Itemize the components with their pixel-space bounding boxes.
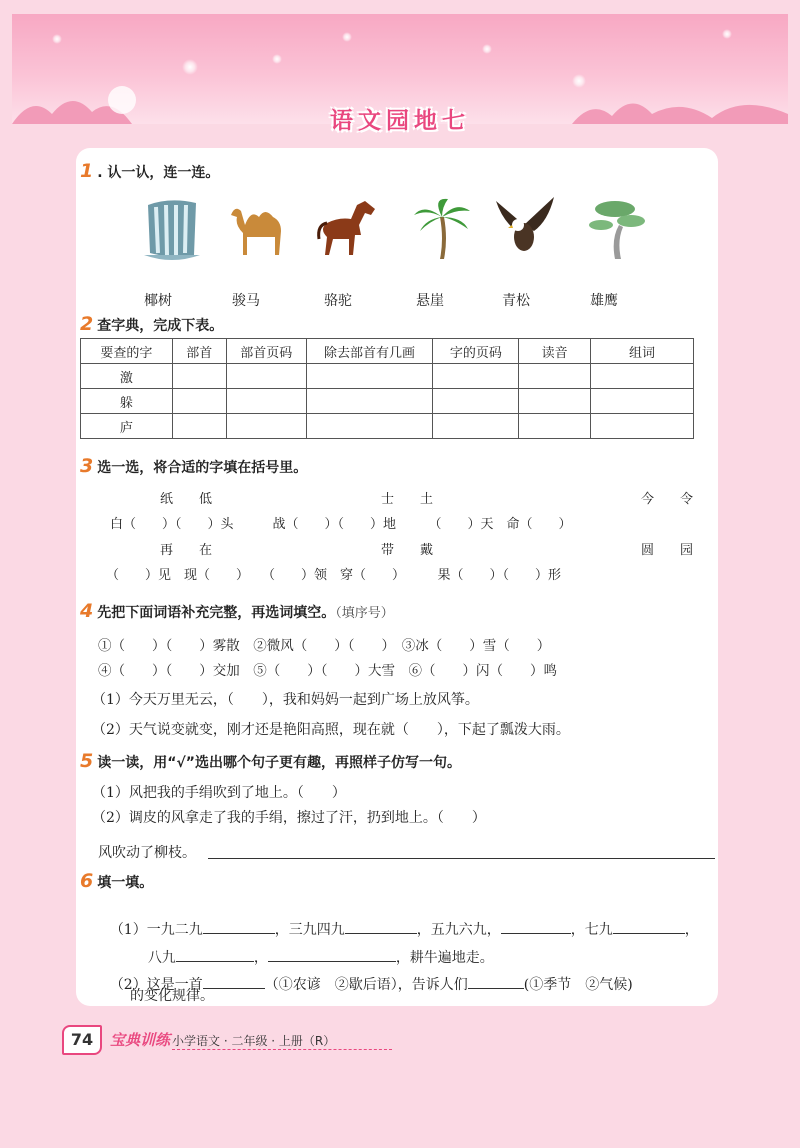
answer-cell[interactable] bbox=[519, 389, 591, 414]
rhyme-text: (①季节 ②气候) bbox=[523, 977, 633, 993]
rhyme-text: ，七九 bbox=[570, 922, 613, 938]
rhyme-text: 八九 bbox=[147, 950, 176, 966]
question-number: 2 bbox=[80, 313, 94, 335]
question-6-heading bbox=[80, 870, 153, 892]
character-cell: 躲 bbox=[81, 389, 173, 414]
answer-cell[interactable] bbox=[172, 389, 226, 414]
footer-divider bbox=[172, 1049, 392, 1050]
palm-tree-icon bbox=[410, 195, 474, 261]
character-cell: 庐 bbox=[81, 414, 173, 439]
rhyme-text: ， bbox=[684, 922, 699, 938]
horse-icon bbox=[315, 195, 379, 261]
character-choice-line: 纸 低 士 土 今 令 bbox=[160, 492, 694, 507]
answer-cell[interactable] bbox=[226, 364, 306, 389]
table-header-row bbox=[81, 339, 694, 364]
question-number: 4 bbox=[80, 600, 94, 622]
column-header: 组词 bbox=[591, 339, 694, 364]
word-label: 骆驼 bbox=[324, 293, 352, 309]
blank-field[interactable] bbox=[501, 920, 571, 934]
pine-tree-icon bbox=[585, 195, 649, 261]
answer-cell[interactable] bbox=[306, 389, 433, 414]
answer-cell[interactable] bbox=[519, 364, 591, 389]
waterfall-icon bbox=[140, 195, 204, 261]
book-title: 小学语文 · 二年级 · 上册（R） bbox=[172, 1034, 336, 1048]
word-label: 悬崖 bbox=[416, 293, 444, 309]
rhyme-text: （①农谚 ②歇后语），告诉人们 bbox=[264, 977, 468, 993]
question-text: . 认一认，连一连。 bbox=[97, 165, 220, 181]
question-1-heading bbox=[80, 160, 219, 182]
word-label: 青松 bbox=[502, 293, 530, 309]
example-sentence: 风吹动了柳枝。 bbox=[98, 845, 196, 861]
question-3-heading bbox=[80, 455, 307, 477]
rhyme-text: ，五九六九， bbox=[416, 922, 501, 938]
answer-cell[interactable] bbox=[172, 364, 226, 389]
table-row bbox=[81, 414, 694, 439]
column-header: 除去部首有几画 bbox=[306, 339, 433, 364]
word-label: 骏马 bbox=[232, 293, 260, 309]
column-header: 要查的字 bbox=[81, 339, 173, 364]
fill-in-line[interactable]: （ ）见 现（ ） （ ）领 穿（ ） 果（ ）（ ）形 bbox=[106, 568, 562, 583]
sparkle-icon bbox=[342, 32, 352, 42]
writing-line[interactable] bbox=[208, 858, 715, 859]
answer-cell[interactable] bbox=[226, 389, 306, 414]
column-header: 部首页码 bbox=[226, 339, 306, 364]
sparkle-icon bbox=[482, 44, 492, 54]
sentence-option[interactable]: （1）风把我的手绢吹到了地上。（ ） bbox=[92, 785, 346, 801]
rhyme-text: （1）一九二九 bbox=[109, 922, 203, 938]
blank-field[interactable] bbox=[613, 920, 685, 934]
answer-cell[interactable] bbox=[433, 414, 519, 439]
question-text: 填一填。 bbox=[97, 875, 154, 891]
question-text: 先把下面词语补充完整，再选词填空。 bbox=[97, 605, 336, 621]
sparkle-icon bbox=[722, 29, 732, 39]
table-row bbox=[81, 389, 694, 414]
choice-fill-line-end: 的变化规律。 bbox=[130, 988, 214, 1004]
question-number: 5 bbox=[80, 750, 94, 772]
answer-cell[interactable] bbox=[226, 414, 306, 439]
rhyme-text: ，三九四九 bbox=[274, 922, 345, 938]
blank-field[interactable] bbox=[468, 975, 524, 989]
answer-cell[interactable] bbox=[591, 364, 694, 389]
answer-cell[interactable] bbox=[591, 389, 694, 414]
answer-cell[interactable] bbox=[433, 364, 519, 389]
column-header: 字的页码 bbox=[433, 339, 519, 364]
sentence-option[interactable]: （2）调皮的风拿走了我的手绢，擦过了汗，扔到地上。（ ） bbox=[92, 810, 486, 826]
question-note: （填序号） bbox=[335, 606, 394, 621]
table-row bbox=[81, 364, 694, 389]
column-header: 读音 bbox=[519, 339, 591, 364]
word-label: 椰树 bbox=[144, 293, 172, 309]
page-number: 74 bbox=[62, 1025, 102, 1055]
answer-cell[interactable] bbox=[172, 414, 226, 439]
answer-cell[interactable] bbox=[306, 414, 433, 439]
question-4-heading bbox=[80, 600, 394, 622]
camel-icon bbox=[225, 195, 289, 261]
question-text: 读一读，用“√”选出哪个句子更有趣，再照样子仿写一句。 bbox=[97, 755, 461, 771]
question-5-heading bbox=[80, 750, 461, 772]
rhyme-text: ，耕牛遍地走。 bbox=[395, 950, 494, 966]
question-text: 查字典，完成下表。 bbox=[97, 318, 224, 334]
question-2-heading bbox=[80, 313, 223, 335]
sentence-fill-line[interactable]: （2）天气说变就变，刚才还是艳阳高照，现在就（ ），下起了瓢泼大雨。 bbox=[92, 722, 570, 738]
sparkle-icon bbox=[272, 54, 282, 64]
idiom-fill-line[interactable]: ①（ ）（ ）雾散 ②微风（ ）（ ） ③冰（ ）雪（ ） bbox=[98, 638, 551, 654]
character-cell: 激 bbox=[81, 364, 173, 389]
question-number: 1 bbox=[80, 160, 94, 182]
answer-cell[interactable] bbox=[519, 414, 591, 439]
character-choice-line: 再 在 带 戴 圆 园 bbox=[160, 543, 694, 558]
rhyme-text: ， bbox=[253, 950, 268, 966]
brand-logo: 宝典训练 bbox=[110, 1031, 171, 1049]
answer-cell[interactable] bbox=[591, 414, 694, 439]
sentence-fill-line[interactable]: （1）今天万里无云，（ ），我和妈妈一起到广场上放风筝。 bbox=[92, 692, 479, 708]
page-footer bbox=[62, 1025, 482, 1055]
page-title: 语文园地七 bbox=[330, 108, 470, 134]
word-label: 雄鹰 bbox=[590, 293, 618, 309]
answer-cell[interactable] bbox=[433, 389, 519, 414]
question-number: 6 bbox=[80, 870, 94, 892]
answer-cell[interactable] bbox=[306, 364, 433, 389]
rhyme-text: （2）这是一首 bbox=[109, 977, 203, 993]
eagle-icon bbox=[492, 195, 556, 261]
question-text: 选一选，将合适的字填在括号里。 bbox=[97, 460, 308, 476]
fill-in-line[interactable]: 白（ ）（ ）头 战（ ）（ ）地 （ ）天 命（ ） bbox=[110, 517, 572, 532]
sparkle-icon bbox=[182, 59, 198, 75]
sparkle-icon bbox=[52, 34, 62, 44]
column-header: 部首 bbox=[172, 339, 226, 364]
dictionary-table bbox=[80, 338, 694, 439]
question-number: 3 bbox=[80, 455, 94, 477]
idiom-fill-line[interactable]: ④（ ）（ ）交加 ⑤（ ）（ ）大雪 ⑥（ ）闪（ ）鸣 bbox=[98, 663, 557, 679]
